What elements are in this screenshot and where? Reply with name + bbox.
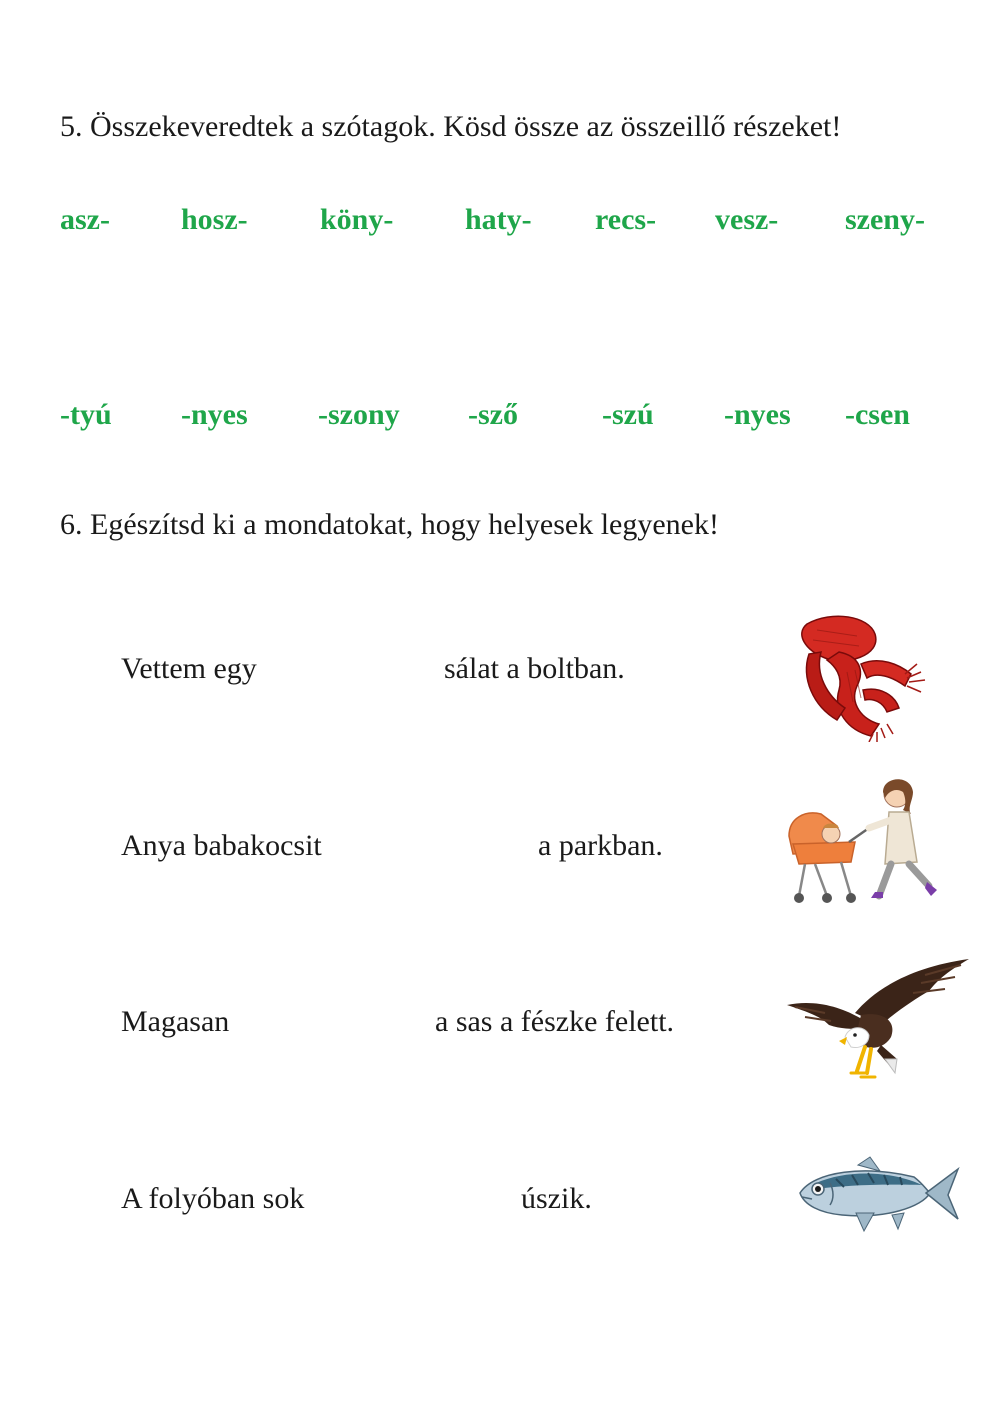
fish-icon (796, 1155, 962, 1239)
scarf-icon (787, 612, 935, 742)
syllable-top[interactable]: vesz- (715, 203, 779, 236)
syllable-bottom[interactable]: -csen (845, 398, 910, 431)
sentence-3-start: Magasan (121, 1005, 230, 1038)
task6-title: 6. Egészítsd ki a mondatokat, hogy helyesek legyenek! (60, 508, 719, 541)
sentence-4-end: úszik. (521, 1182, 592, 1215)
sentence-2-end: a parkban. (538, 829, 663, 862)
syllable-bottom[interactable]: -sző (468, 398, 518, 431)
sentence-1-end: sálat a boltban. (444, 652, 625, 685)
syllable-bottom[interactable]: -nyes (724, 398, 791, 431)
sentence-4-start: A folyóban sok (121, 1182, 305, 1215)
sentence-3-end: a sas a fészke felett. (435, 1005, 675, 1038)
syllable-top[interactable]: köny- (320, 203, 394, 236)
mother-stroller-icon (785, 770, 945, 910)
syllable-top[interactable]: hosz- (181, 203, 248, 236)
syllable-top[interactable]: recs- (595, 203, 657, 236)
sentence-2-start: Anya babakocsit (121, 829, 322, 862)
syllable-bottom[interactable]: -tyú (60, 398, 112, 431)
syllable-bottom[interactable]: -szony (318, 398, 400, 431)
syllable-top[interactable]: szeny- (845, 203, 925, 236)
eagle-icon (785, 955, 973, 1087)
syllable-top[interactable]: asz- (60, 203, 110, 236)
syllable-bottom[interactable]: -szú (602, 398, 654, 431)
sentence-1-start: Vettem egy (121, 652, 257, 685)
task5-title: 5. Összekeveredtek a szótagok. Kösd össze az összeillő részeket! (60, 110, 842, 143)
syllable-top[interactable]: haty- (465, 203, 532, 236)
syllable-bottom[interactable]: -nyes (181, 398, 248, 431)
